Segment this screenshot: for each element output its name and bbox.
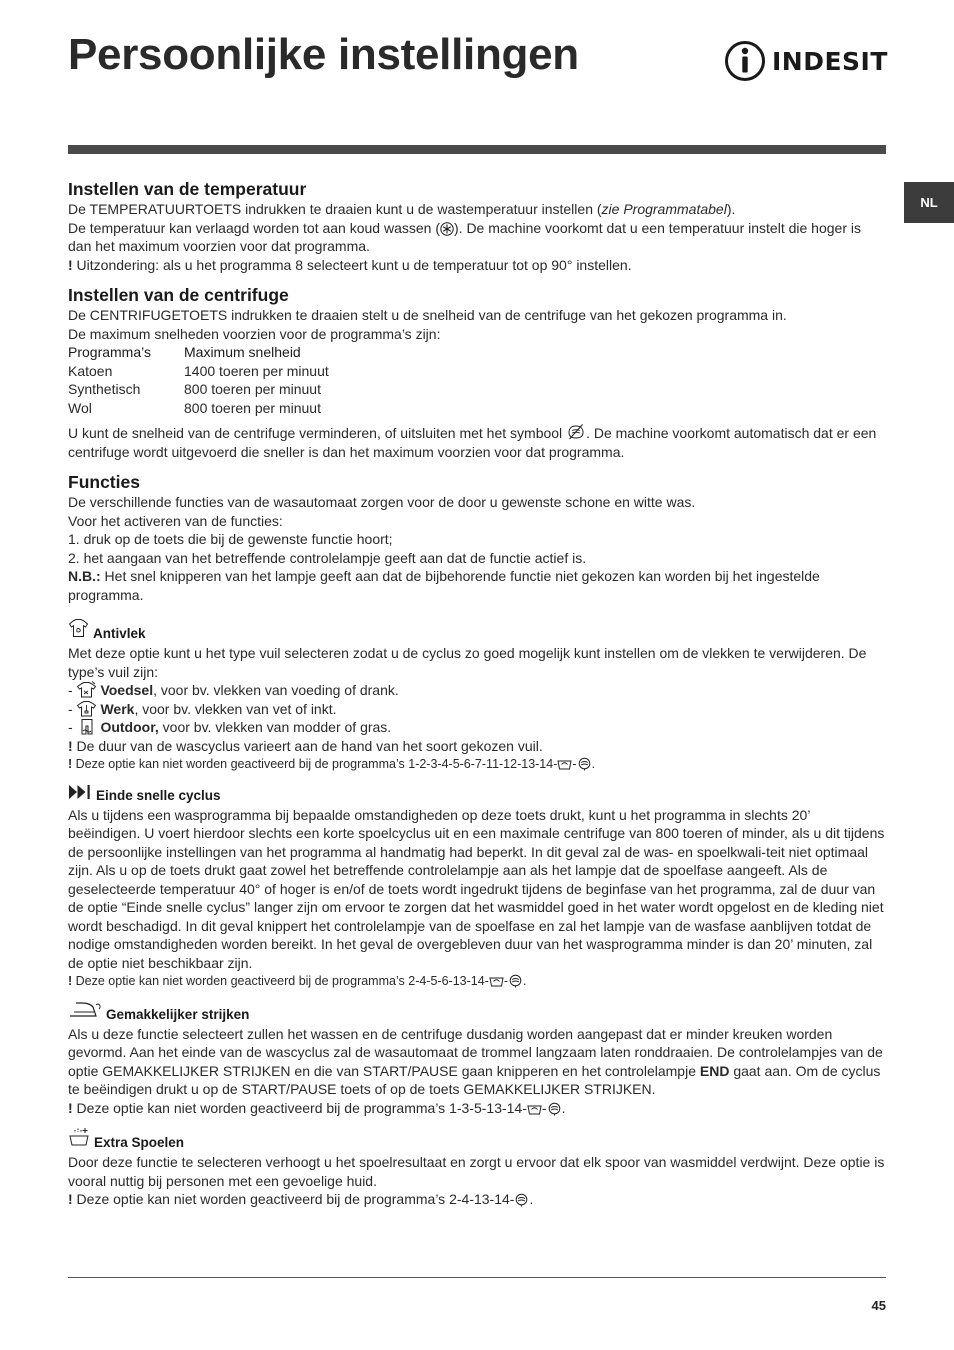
stain-type-outdoor: - Outdoor, voor bv. vlekken van modder of gras. [68, 719, 392, 735]
table-cell: Katoen [68, 362, 113, 379]
wool-program-icon [557, 757, 572, 771]
table-header-row [68, 343, 329, 362]
temperature-paragraph-2: De temperatuur kan verlaagd worden tot aan koud wassen ( ). De machine voorkomt dat u een temperatuur instelt die hoger is dan het maximum voorzien voor dat programma. [68, 219, 861, 254]
main-content [68, 178, 886, 1209]
footer-rule [68, 1277, 886, 1278]
functions-step-2: 2. het aangaan van het betreffende controlelampje geeft aan dat de functie actief is. [68, 549, 587, 566]
functions-paragraph-1: De verschillende functies van de wasautomaat zorgen voor de door u gewenste schone en witte was. [68, 494, 696, 510]
brand-logo [724, 40, 888, 82]
fast-forward-end-icon [68, 784, 92, 806]
page-number: 45 [871, 1298, 886, 1313]
spin-program-icon [577, 757, 592, 771]
table-cell: 1400 toeren per minuut [184, 362, 329, 379]
cold-wash-icon [440, 222, 454, 236]
iron-icon [68, 1001, 102, 1025]
stain-paragraph-1: Met deze optie kunt u het type vuil selecteren zodat u de cyclus zo goed mogelijk kunt instellen om de vlekken te verwijderen. De type’s vuil zijn: [68, 645, 867, 680]
quick-end-paragraph: Als u tijdens een wasprogramma bij bepaalde omstandigheden op deze toets drukt, kunt u het programma in slechts 20’ beëindigen. U voert hierdoor slechts een korte spoelcyclus uit en een maximale centrifuge van 800 toeren of minder, als u dit tijdens de persoonlijke instellingen van het programma al handmatig had beperkt. In dit geval zal de was- en spoelkwali-teit niet optimaal zijn. Als u op de toets drukt gaat zowel het betreffende controlelampje aan als het lampje dat de spoelfase aangeeft. Als de geselecteerde temperatuur 40° of hoger is en/of de toets wordt ingedrukt tijdens de beginfase van het programma, zal de duur van de optie “Einde snelle cyclus” langer zijn om ervoor te zorgen dat het wasmiddel goed in het water wordt opgelost en de kleding niet wordt beschadigd. In dit geval knippert het controlelampje van de spoelfase en zal het lampje van de wasfase aanblijven totdat de nodige omstandigheden worden bereikt. In het geval de overgebleven duur van het wasprogramma minder is dan 20’ minuten, zal de optie niet beschikbaar zijn. [68, 806, 885, 971]
table-header-cell: Programma’s [68, 344, 151, 360]
stain-warning-2: ! Deze optie kan niet worden geactiveerd bij de programma’s 1-2-3-4-5-6-7-11-12-13-14- - . [68, 757, 596, 771]
spin-paragraph-1: De CENTRIFUGETOETS indrukken te draaien stelt u de snelheid van de centrifuge van het gekozen programma in. [68, 307, 787, 323]
section-heading-temperature: Instellen van de temperatuur [68, 179, 307, 199]
functions-step-1: 1. druk op de toets die bij de gewenste functie hoort; [68, 531, 393, 547]
table-header-cell: Maximum snelheid [184, 344, 301, 360]
easy-iron-paragraph: Als u deze functie selecteert zullen het wassen en de centrifuge dusdanig worden aangepast dat er minder kreuken worden gevormd. Aan het einde van de wascyclus zal de wasautomaat de trommel langzaam laten ronddraaien. De controlelampjes van de optie GEMAKKELIJKER STRIJKEN en die van START/PAUSE gaan knipperen en het controlelampje END gaat aan. Om de cyclus te beëindigen drukt u op de START/PAUSE toets of op de toets GEMAKKELIJKER STRIJKEN. [68, 1025, 883, 1097]
stain-type-work: - Werk, voor bv. vlekken van vet of inkt. [68, 700, 337, 717]
spin-program-icon [547, 1102, 562, 1116]
outdoor-stain-icon [77, 718, 97, 735]
stain-warning-1: ! De duur van de wascyclus varieert aan de hand van het soort gekozen vuil. [68, 737, 543, 754]
stain-type-food: - Voedsel, voor bv. vlekken van voeding of drank. [68, 682, 399, 698]
temperature-paragraph-1: De TEMPERATUURTOETS indrukken te draaien kunt u de wastemperatuur instellen (zie Programmatabel). [68, 201, 736, 217]
spin-paragraph-2: De maximum snelheden voorzien voor de programma’s zijn: [68, 325, 441, 342]
function-heading-easy-iron: Gemakkelijker strijken [68, 1001, 886, 1025]
spin-program-icon [514, 1193, 529, 1207]
table-row [68, 362, 329, 381]
brand-wordmark: INDESIT [772, 46, 888, 76]
spin-speed-table [68, 343, 329, 417]
work-stain-icon [77, 700, 97, 717]
function-heading-extra-rinse: Extra Spoelen [68, 1127, 886, 1153]
no-spin-icon [566, 423, 586, 441]
easy-iron-warning: ! Deze optie kan niet worden geactiveerd bij de programma’s 1-3-5-13-14- - . [68, 1099, 566, 1116]
extra-rinse-paragraph: Door deze functie te selecteren verhoogt u het spoelresultaat en zorgt u ervoor dat elk spoor van wasmiddel verdwijnt. Deze optie is vooral nuttig bij personen met een gevoelige huid. [68, 1154, 885, 1189]
table-cell: Wol [68, 399, 92, 416]
table-cell: 800 toeren per minuut [184, 381, 321, 397]
section-heading-spin: Instellen van de centrifuge [68, 285, 289, 305]
page-title: Persoonlijke instellingen [68, 30, 579, 79]
table-row [68, 399, 329, 418]
wool-program-icon [489, 974, 504, 988]
wool-program-icon [527, 1102, 542, 1116]
table-cell: Synthetisch [68, 381, 141, 397]
indesit-logo-icon [724, 40, 766, 82]
table-row [68, 380, 329, 399]
spin-paragraph-3: U kunt de snelheid van de centrifuge verminderen, of uitsluiten met het symbool . De machine voorkomt automatisch dat er een centrifuge wordt uitgevoerd die sneller is dan het maximum voorzien voor dat programma. [68, 425, 877, 460]
table-cell: 800 toeren per minuut [184, 399, 321, 416]
extra-rinse-warning: ! Deze optie kan niet worden geactiveerd bij de programma’s 2-4-13-14- . [68, 1191, 534, 1207]
section-heading-functions: Functies [68, 472, 140, 492]
food-stain-icon [77, 681, 97, 698]
language-tab: NL [904, 182, 954, 223]
functions-note: N.B.: Het snel knipperen van het lampje geeft aan dat de bijbehorende functie niet gekozen kan worden bij het ingestelde programma. [68, 568, 820, 603]
spin-program-icon [508, 974, 523, 988]
function-heading-stain: Antivlek [68, 618, 886, 644]
quick-end-warning: ! Deze optie kan niet worden geactiveerd bij de programma’s 2-4-5-6-13-14- - . [68, 974, 527, 988]
function-heading-quick-end: Einde snelle cyclus [68, 784, 886, 806]
extra-rinse-icon [68, 1127, 90, 1153]
temperature-warning: ! Uitzondering: als u het programma 8 selecteert kunt u de temperatuur tot op 90° instellen. [68, 256, 632, 273]
functions-paragraph-2: Voor het activeren van de functies: [68, 512, 283, 529]
header-rule [68, 145, 886, 154]
stain-icon [68, 618, 89, 644]
